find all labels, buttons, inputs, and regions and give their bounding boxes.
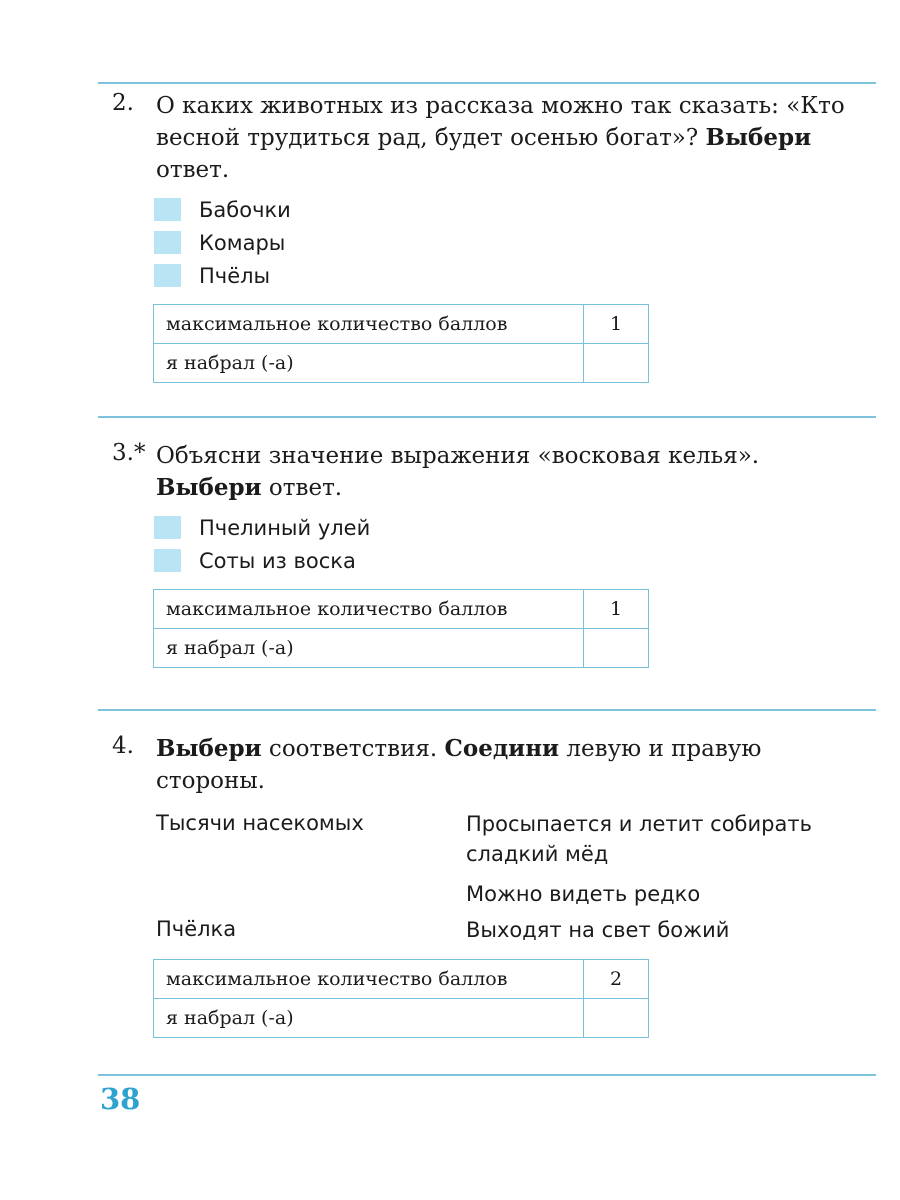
task-number: 3.* xyxy=(112,440,146,466)
score-table xyxy=(153,304,649,383)
got-score-cell[interactable] xyxy=(584,629,649,668)
match-right-item[interactable]: Можно видеть редко xyxy=(466,882,701,906)
options-list xyxy=(154,511,870,577)
rule-top xyxy=(98,82,876,84)
task-4 xyxy=(100,733,870,1038)
task-2 xyxy=(100,90,870,383)
got-score-cell[interactable] xyxy=(584,999,649,1038)
option-label: Пчёлы xyxy=(199,263,271,288)
rule-bottom xyxy=(98,1074,876,1076)
max-score-label: максимальное количество баллов xyxy=(154,960,584,999)
score-table xyxy=(153,589,649,668)
match-left-item[interactable]: Тысячи насекомых xyxy=(156,811,364,835)
max-score-value: 2 xyxy=(584,960,649,999)
checkbox[interactable] xyxy=(154,549,181,572)
option-row[interactable] xyxy=(154,511,870,544)
option-label: Соты из воска xyxy=(199,548,356,573)
max-score-label: максимальное количество баллов xyxy=(154,590,584,629)
option-row[interactable] xyxy=(154,544,870,577)
page-number: 38 xyxy=(100,1082,141,1116)
option-label: Пчелиный улей xyxy=(199,515,371,540)
checkbox[interactable] xyxy=(154,231,181,254)
checkbox[interactable] xyxy=(154,198,181,221)
option-row[interactable] xyxy=(154,226,870,259)
task-number: 2. xyxy=(112,90,134,116)
max-score-label: максимальное количество баллов xyxy=(154,305,584,344)
option-label: Комары xyxy=(199,230,286,255)
match-left-item[interactable]: Пчёлка xyxy=(156,917,237,941)
task-number: 4. xyxy=(112,733,134,759)
got-score-label: я набрал (-а) xyxy=(154,999,584,1038)
match-right-item[interactable]: Выходят на свет божий xyxy=(466,918,730,942)
task-question: О каких животных из рассказа можно так сказать: «Кто весной трудиться рад, будет осенью богат»? Выбери ответ. xyxy=(156,93,845,183)
rule-after-task-3 xyxy=(98,709,876,711)
checkbox[interactable] xyxy=(154,516,181,539)
option-row[interactable] xyxy=(154,259,870,292)
matching-area xyxy=(156,811,870,951)
task-3 xyxy=(100,440,870,668)
max-score-value: 1 xyxy=(584,590,649,629)
option-label: Бабочки xyxy=(199,197,291,222)
match-right-item[interactable]: Просыпается и летит собирать сладкий мёд xyxy=(466,812,812,866)
task-question: Выбери соответствия. Соедини левую и правую стороны. xyxy=(156,735,762,794)
got-score-label: я набрал (-а) xyxy=(154,629,584,668)
checkbox[interactable] xyxy=(154,264,181,287)
score-table xyxy=(153,959,649,1038)
got-score-cell[interactable] xyxy=(584,344,649,383)
rule-after-task-2 xyxy=(98,416,876,418)
max-score-value: 1 xyxy=(584,305,649,344)
got-score-label: я набрал (-а) xyxy=(154,344,584,383)
option-row[interactable] xyxy=(154,193,870,226)
options-list xyxy=(154,193,870,292)
task-question: Объясни значение выражения «восковая келья». Выбери ответ. xyxy=(156,443,760,501)
